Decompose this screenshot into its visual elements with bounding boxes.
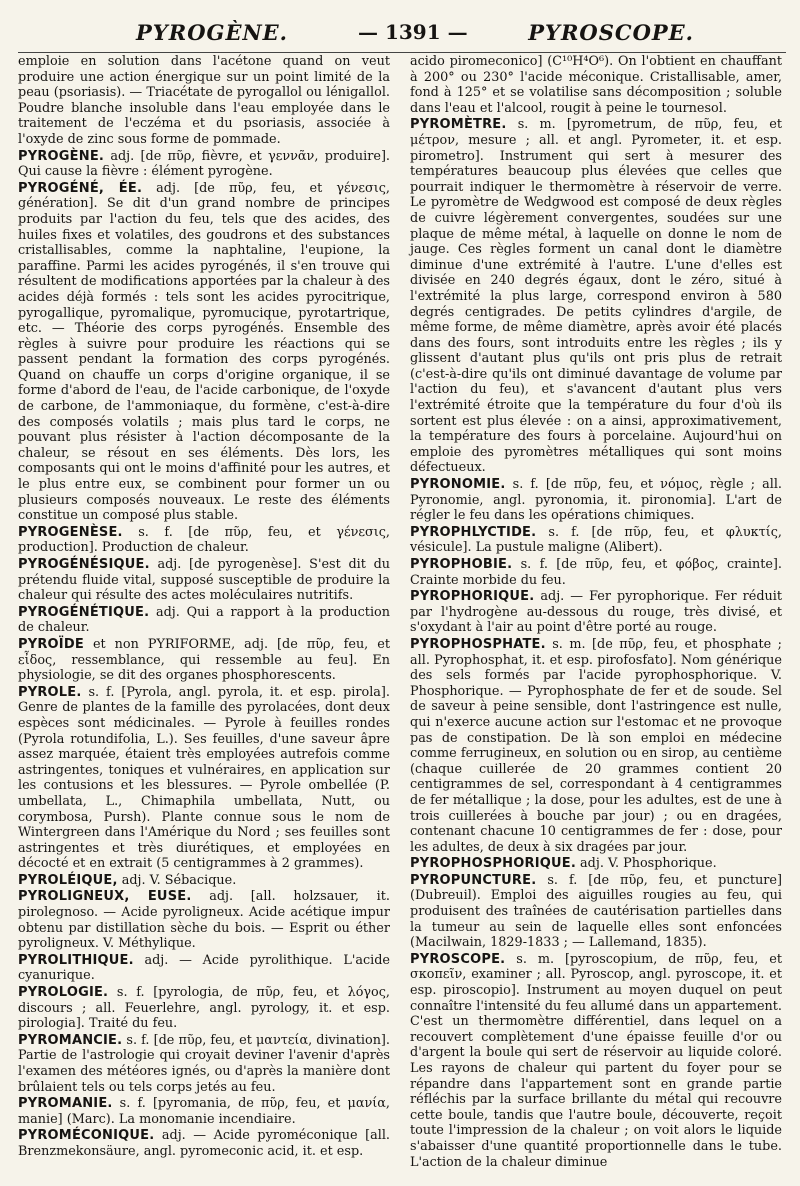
entry-etymology: s. f. [de πῦρ, feu, et μαντεία, divination]. (122, 1032, 390, 1048)
entry-definition: Qui cause la fièvre : élément pyrogène. (18, 164, 273, 180)
entry-definition: — Acide pyrolithique. L'acide cyanurique. (18, 952, 390, 984)
dictionary-entry (18, 685, 390, 872)
dictionary-entry (410, 54, 782, 116)
entry-definition: La monomanie incendiaire. (114, 1111, 296, 1127)
header-left-guideword: PYROGÈNE. (136, 20, 288, 45)
entry-definition: emploie en solution dans l'acétone quand on veut produire une action énergique sur un point limité de la peau (psoriasis). — Triacétate de pyrogallol ou lénigallol. Poudre blanche insoluble dans l'eau employée dans le traitement de l'eczéma et du psoriasis, associée à l'oxyde de zinc sous forme de pommade. (18, 54, 390, 147)
dictionary-entry (18, 889, 390, 951)
entry-headword: PYROÏDE (18, 636, 84, 652)
entry-etymology: s. f. [de πῦρ, feu, et φόβος, crainte]. (512, 557, 782, 572)
entry-etymology: adj. V. Phosphorique. (575, 856, 717, 872)
page-number: — 1391 — (358, 20, 468, 44)
entry-etymology: adj. [de πῦρ, feu, et γένεσις, génération]. (18, 180, 390, 212)
entry-etymology: s. f. [Pyrola, angl. pyrola, it. et esp. pirola]. (81, 684, 390, 700)
dictionary-entry (18, 637, 390, 684)
dictionary-entry (18, 525, 390, 556)
entry-etymology: s. f. [de πῦρ, feu, et φλυκτίς, vésicule]. (410, 524, 782, 556)
dictionary-entry (410, 117, 782, 476)
header-right-guideword: PYROSCOPE. (528, 20, 694, 45)
entry-definition: Nom générique des sels formés par l'acide pyrophosphorique. V. Phosphorique. — Pyrophosphate de fer et de soude. Sel de saveur à peine sensible, dont l'astringence est nulle, qui n'exerce aucune action sur l'estomac et ne provoque pas de constipation. De là son emploi en médecine comme ferrugineux, en solution ou en sirop, au centième (chaque cuillerée de 20 grammes contient 20 centigrammes de sel, correspondant à 4 centigrammes de fer métallique ; la dose, pour les adultes, est de une à trois cuillerées à bouche par jour) ; ou en dragées, contenant chacune 10 centigrammes de fer : dose, pour les adultes, de deux à six dragées par jour. (410, 652, 782, 855)
entry-definition: Instrument au moyen duquel on peut connaître l'intensité du feu allumé dans un appartement. C'est un thermomètre différentiel, dans lequel on a recouvert complètement d'une épaisse feuille d'or ou d'argent la boule qui sert de réservoir au liquide coloré. Les rayons de chaleur qui partent du foyer pour se répandre dans l'appartement sont en grande partie réfléchis par la surface brillante du métal qui recouvre cette boule, tandis que l'autre boule, découverte, reçoit toute l'impression de la chaleur ; on voit alors le liquide s'abaisser d'une quantité proportionnelle dans le tube. L'action de la chaleur diminue (410, 983, 782, 1170)
dictionary-entry (18, 54, 390, 148)
entry-headword: PYROGÈNE. (18, 148, 105, 164)
entry-etymology: s. m. [pyroscopium, de πῦρ, feu, et σκοπεῖν, examiner ; all. Pyroscop, angl. pyroscope, it. et esp. piroscopio]. (410, 951, 782, 999)
entry-definition: L'art de régler le feu dans les opérations chimiques. (410, 492, 783, 524)
entry-headword: PYROLOGIE. (18, 985, 109, 1001)
entry-definition: Instrument qui sert à mesurer des températures beaucoup plus élevées que celles que pourrait indiquer le thermomètre à réservoir de verre. Le pyromètre de Wedgwood est composé de deux règles de cuivre légèrement convergentes, soudées sur une plaque de même métal, à laquelle on donne le nom de jauge. Ces règles forment un canal dont le diamètre diminue d'une extrémité à l'autre. L'une d'elles est divisée en 240 degrés égaux, dont le zéro, situé à l'extrémité la plus large, correspond environ à 580 degrés centigrades. De petits cylindres d'argile, de même forme, de même diamètre, après avoir été placés dans des fours, sont introduits entre les règles ; ils y glissent d'autant plus qu'ils ont pris plus de retrait (c'est-à-dire qu'ils ont diminué davantage de volume par l'action du feu), et s'avancent d'autant plus vers l'extrémité étroite que la température du four d'où ils sortent est plus élevée : on a ainsi, approximativement, la température des fours à porcelaine. Aujourd'hui on emploie des pyromètres métalliques qui sont moins défectueux. (410, 148, 782, 476)
dictionary-entry (410, 477, 782, 524)
entry-etymology: adj. (154, 1128, 186, 1144)
dictionary-entry (18, 873, 390, 889)
entry-definition: — Acide pyroméconique [all. Brenzmekonsäure, angl. pyromeconic acid, it. et esp. (18, 1128, 390, 1159)
entry-etymology: s. m. [de πῦρ, feu, et phosphate ; all. Pyrophosphat, it. et esp. pirofosfato]. (410, 636, 782, 668)
entry-headword: PYROGENÈSE. (18, 524, 123, 540)
dictionary-entry (18, 953, 390, 984)
entry-etymology: adj. [all. holzsauer, it. pirolegnoso. (18, 889, 390, 921)
dictionary-entry (18, 149, 390, 180)
entry-headword: PYROPHOSPHATE. (410, 636, 546, 652)
entry-definition: Qui a rapport à la production de chaleur. (18, 604, 390, 636)
dictionary-entry (18, 181, 390, 524)
entry-etymology: s. f. [de πῦρ, feu, et γένεσις, production]. (18, 524, 390, 556)
entry-headword: PYROPHLYCTIDE. (410, 524, 537, 540)
entry-definition: La pustule maligne (Alibert). (471, 540, 663, 556)
entry-headword: PYROGÉNÉTIQUE. (18, 604, 150, 620)
entry-definition: acido piromeconico] (C¹⁰H⁴O⁶). On l'obtient en chauffant à 200° ou 230° l'acide méconique. Cristallisable, amer, fond à 125° et se volatilise sans décomposition ; soluble dans l'eau et l'alcool, rougit à peine le tournesol. (410, 54, 782, 116)
dictionary-entry (18, 1033, 390, 1095)
entry-headword: PYROLIGNEUX, EUSE. (18, 889, 192, 905)
left-column (18, 54, 390, 1161)
entry-headword: PYROLÉIQUE, (18, 872, 118, 888)
entry-headword: PYROMÉCONIQUE. (18, 1128, 155, 1144)
dictionary-entry (410, 637, 782, 855)
dictionary-entry (18, 605, 390, 636)
entry-etymology: adj. (534, 589, 565, 605)
entry-headword: PYROLITHIQUE. (18, 952, 134, 968)
entry-definition: Genre de plantes de la famille des pyrolacées, dont deux espèces sont médicinales. — Pyrole à feuilles rondes (Pyrola rotundifolia, L.). Ses feuilles, d'une saveur âpre assez marquée, étaient très employées autrefois comme astringentes, toniques et vulnéraires, en application sur les contusions et les blessures. — Pyrole ombellée (P. umbellata, L., Chimaphila umbellata, Nutt, ou corymbosa, Pursh). Plante connue sous le nom de Wintergreen dans l'Amérique du Nord ; ses feuilles sont astringentes et très diurétiques, et employées en décocté et en extrait (5 centigrammes à 2 grammes). (18, 700, 390, 872)
entry-definition: Partie de l'astrologie qui croyait deviner l'avenir d'après l'examen des météores ignés, ou d'après la manière dont brûlaient tels ou tels corps jetés au feu. (18, 1048, 390, 1095)
dictionary-entry (18, 985, 390, 1032)
dictionary-entry (410, 589, 782, 636)
dictionary-entry (410, 856, 782, 872)
entry-etymology: adj. [de pyrogenèse]. (149, 557, 302, 572)
entry-headword: PYROLE. (18, 684, 82, 700)
entry-headword: PYROGÉNÉSIQUE. (18, 557, 150, 572)
dictionary-entry (18, 557, 390, 604)
entry-etymology: s. f. [pyromania, de πῦρ, feu, et μανία, manie] (Marc). (18, 1096, 390, 1127)
dictionary-entry (18, 1096, 390, 1127)
entry-etymology: s. f. [de πῦρ, feu, et νόμος, règle ; all. Pyronomie, angl. pyronomia, it. pironomia]. (410, 477, 782, 508)
entry-headword: PYROMANCIE. (18, 1032, 123, 1048)
right-column (410, 54, 782, 1171)
entry-etymology: adj. [de πῦρ, fièvre, et γεννᾶν, produire]. (104, 148, 390, 164)
entry-etymology: adj. (133, 952, 169, 968)
entry-definition: — Acide pyroligneux. Acide acétique impur obtenu par distillation sèche du bois. — Esprit ou éther pyroligneux. V. Méthylique. (18, 905, 390, 952)
entry-definition: En physiologie, se dit des organes phosphorescents. (18, 652, 390, 684)
dictionary-entry (410, 557, 782, 588)
text-columns (18, 54, 786, 1186)
entry-definition: Emploi des aiguilles rougies au feu, qui produisent des traînées de cautérisation partielles dans la tumeur au sein de laquelle elles sont enfoncées (Macilwain, 1829-1833 ; — Lallemand, 1835). (410, 888, 782, 951)
entry-etymology: s. f. [de πῦρ, feu, et puncture] (Dubreuil). (410, 872, 782, 904)
entry-headword: PYROMÈTRE. (410, 117, 507, 133)
entry-headword: PYROPUNCTURE. (410, 872, 537, 888)
entry-definition: Se dit d'un grand nombre de principes produits par l'action du feu, tels que des acides, des huiles fixes et volatiles, des goudrons et des substances cristallisables, comme la naphtaline, l'eupione, la paraffine. Parmi les acides pyrogénés, il s'en trouve qui résultent de modifications apportées par la chaleur à des acides déjà formés : tels sont les acides pyrocitrique, pyrogallique, pyromalique, pyromucique, pyrotartrique, etc. — Théorie des corps pyrogénés. Ensemble des règles à suivre pour produire les réactions qui se passent pendant la formation des corps pyrogénés. Quand on chauffe un corps d'origine organique, il se forme d'abord de l'eau, de l'acide carbonique, de l'oxyde de carbone, de l'ammoniaque, du formène, c'est-à-dire des composés volatils ; mais plus tard le corps, ne pouvant plus résister à l'action décomposante de la chaleur, se résout en ses éléments. Dès lors, les composants qui ont le moins d'affinité pour les autres, et le plus entre eux, se combinent pour former un ou plusieurs composés nouveaux. Le reste des éléments constitue un composé plus stable. (18, 196, 390, 524)
dictionary-entry (410, 873, 782, 951)
entry-etymology: et non PYRIFORME, adj. [de πῦρ, feu, et εἶδος, ressemblance, qui ressemble au feu]. (18, 636, 390, 668)
entry-etymology: adj. V. Sébacique. (117, 872, 237, 888)
dictionary-entry (410, 952, 782, 1170)
entry-etymology: adj. (149, 604, 180, 620)
entry-headword: PYROMANIE. (18, 1096, 113, 1112)
entry-definition: Production de chaleur. (97, 540, 249, 556)
entry-etymology: s. m. [pyrometrum, de πῦρ, feu, et μέτρον, mesure ; all. et angl. Pyrometer, it. et esp. pirometro]. (410, 117, 782, 164)
entry-headword: PYROSCOPE. (410, 951, 506, 967)
entry-definition: — Fer pyrophorique. Fer réduit par l'hydrogène au-dessous du rouge, très divisé, et s'oxydant à l'air au point d'être porté au rouge. (410, 589, 782, 636)
entry-headword: PYROPHOSPHORIQUE. (410, 856, 576, 872)
entry-headword: PYROPHORIQUE. (410, 589, 535, 605)
entry-headword: PYROGÉNÉ, ÉE. (18, 180, 143, 196)
entry-definition: Traité du feu. (84, 1016, 178, 1032)
entry-headword: PYROPHOBIE. (410, 557, 513, 572)
entry-headword: PYRONOMIE. (410, 477, 506, 493)
entry-definition: S'est dit du prétendu fluide vital, supposé susceptible de produire la chaleur qui résulte des actes moléculaires nutritifs. (18, 557, 390, 604)
dictionary-entry (18, 1128, 390, 1159)
entry-etymology: s. f. [pyrologia, de πῦρ, feu, et λόγος, discours ; all. Feuerlehre, angl. pyrology, it. et esp. pirologia]. (18, 985, 390, 1032)
dictionary-entry (410, 525, 782, 556)
entry-definition: Crainte morbide du feu. (410, 572, 566, 588)
running-header (18, 18, 786, 53)
